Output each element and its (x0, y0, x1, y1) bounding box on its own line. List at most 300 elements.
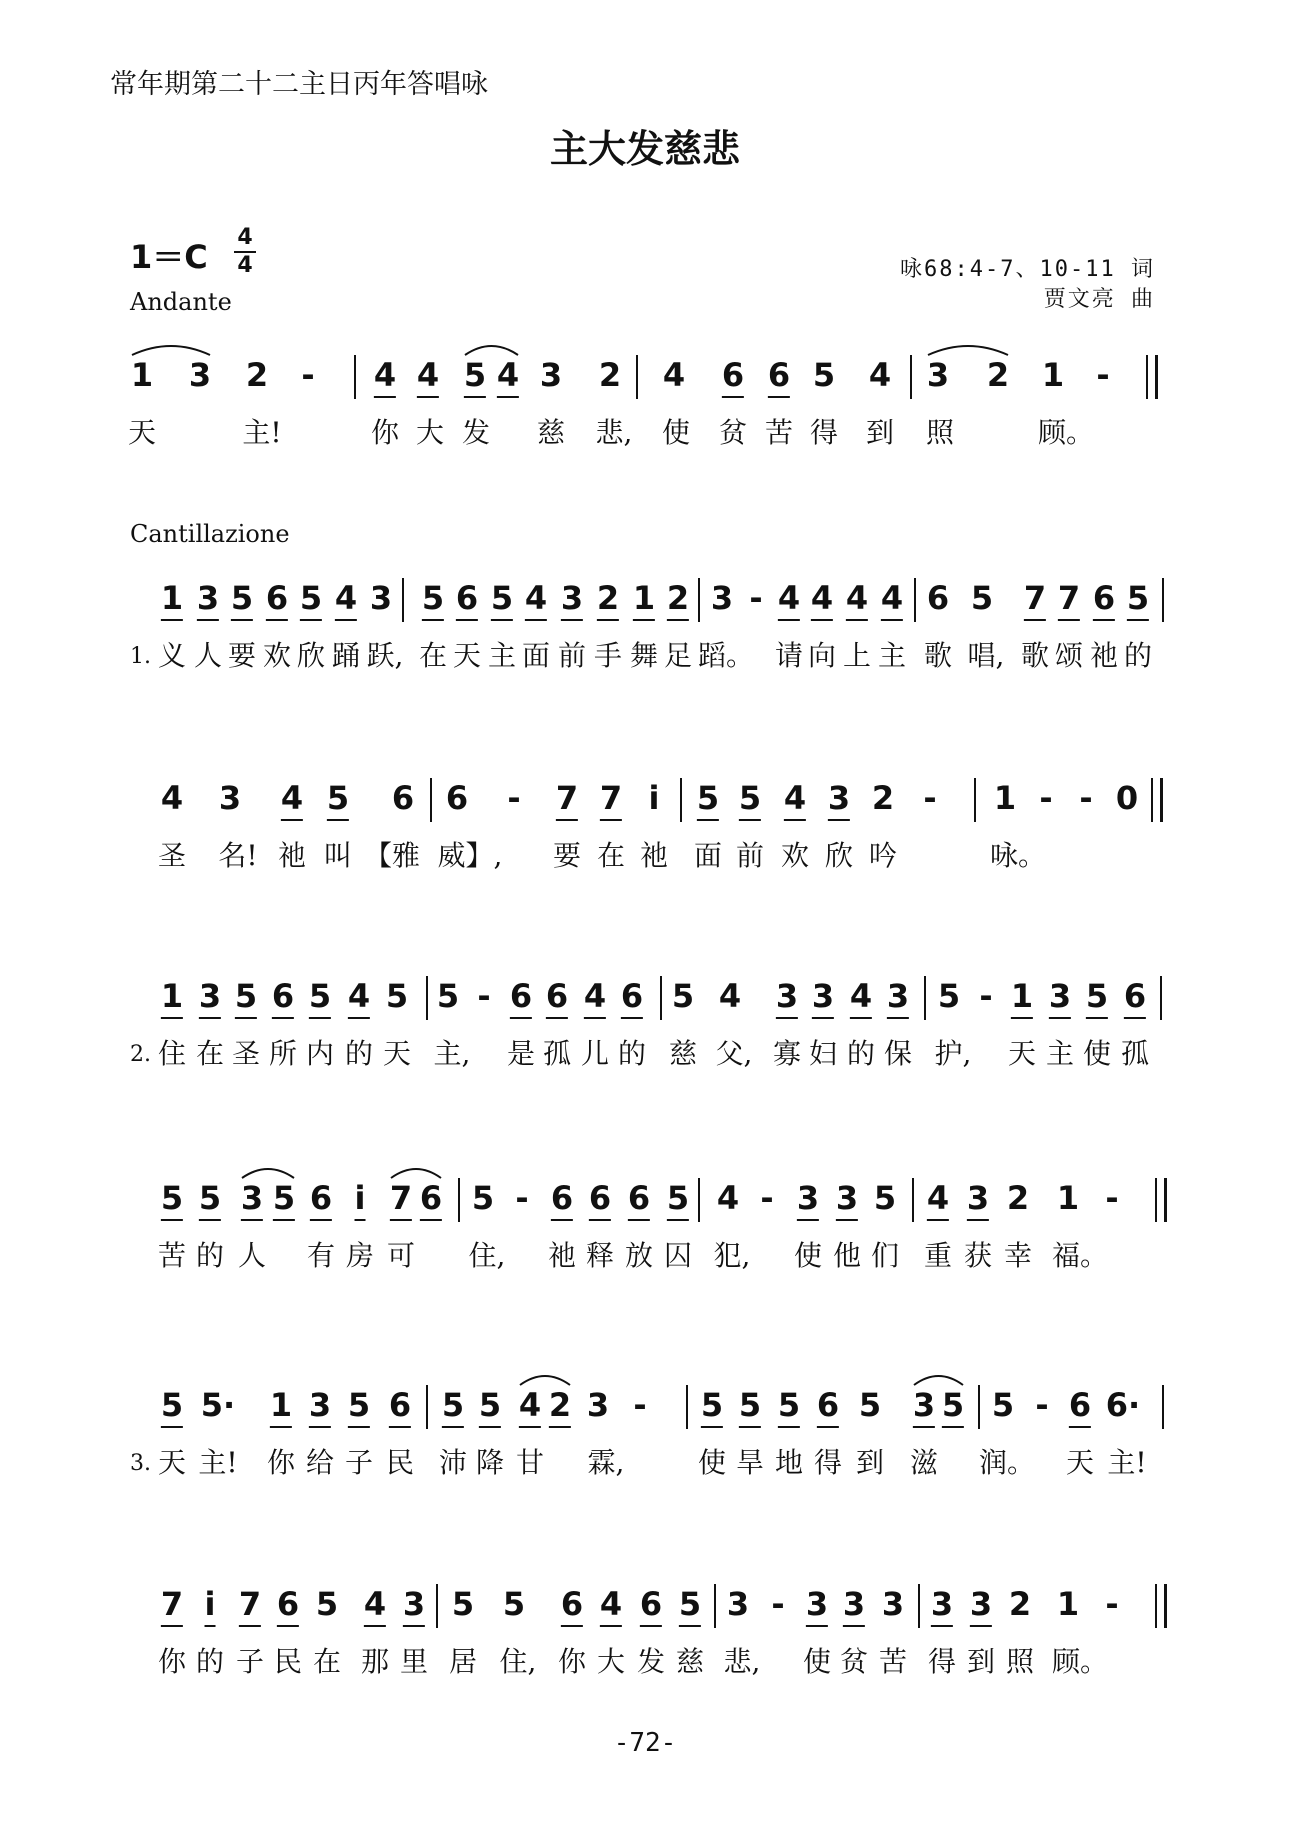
lyric-syllable: 唱, (967, 639, 1005, 672)
note: 3 (926, 356, 950, 394)
note: 5 (812, 356, 836, 394)
lyric-syllable: 叫 (323, 839, 353, 872)
lyric-syllable: 向 (807, 639, 837, 672)
lyric-syllable: 舞 (629, 639, 659, 672)
verse-number: 2. (130, 1042, 151, 1067)
lyric-syllable: 欢 (262, 639, 292, 672)
lyric-syllable: 慈 (536, 416, 566, 449)
note-extension: - (1039, 779, 1053, 817)
note: 5 (422, 578, 444, 621)
lyric-syllable: 你 (370, 416, 400, 449)
lyric-syllable: 到 (966, 1645, 996, 1678)
note: 5 (436, 977, 460, 1015)
note: 5 (858, 1386, 882, 1424)
lyric-syllable: 的 (195, 1645, 225, 1678)
note: 6 (1069, 1385, 1091, 1428)
note: 5 (1086, 976, 1108, 1019)
lyric-syllable: 前 (557, 639, 587, 672)
lyric-syllable: 房 (345, 1239, 375, 1272)
note: 6 (445, 779, 469, 817)
page-number: -72- (613, 1728, 677, 1758)
lyric-syllable: 在 (312, 1645, 342, 1678)
lyric-syllable: 要 (552, 839, 582, 872)
note: 6 (768, 355, 790, 398)
note: 5 (697, 778, 719, 821)
note: 6 (546, 976, 568, 1019)
lyric-syllable: 住, (499, 1645, 537, 1678)
note: 4 (364, 1584, 386, 1627)
score-line (0, 1385, 1290, 1505)
note-extension: - (979, 977, 993, 1015)
lyric-syllable: 内 (305, 1037, 335, 1070)
note: 4 (348, 976, 370, 1019)
note: 5 (937, 977, 961, 1015)
lyric-syllable: 在 (418, 639, 448, 672)
lyric-syllable: 贫 (839, 1645, 869, 1678)
lyric-syllable: 囚 (663, 1239, 693, 1272)
note: 5 (300, 578, 322, 621)
lyric-syllable: 民 (385, 1446, 415, 1479)
lyric-syllable: 大 (596, 1645, 626, 1678)
section-label: Cantillazione (130, 520, 290, 548)
slur (391, 1169, 441, 1178)
lyric-syllable: 住 (157, 1037, 187, 1070)
slur (242, 1169, 294, 1178)
note: 3 (218, 779, 242, 817)
lyric-syllable: 得 (813, 1446, 843, 1479)
lyric-syllable: 获 (963, 1239, 993, 1272)
lyric-row (0, 413, 1290, 453)
lyric-syllable: 降 (475, 1446, 505, 1479)
note: 6 (1124, 976, 1146, 1019)
lyric-syllable: 祂 (547, 1239, 577, 1272)
lyric-syllable: 踊 (331, 639, 361, 672)
barline (974, 778, 976, 822)
note: 6 (621, 976, 643, 1019)
note: 6 (817, 1385, 839, 1428)
note: 2 (549, 1385, 571, 1428)
note: 3 (369, 579, 393, 617)
note: 5 (309, 976, 331, 1019)
lyric-syllable: 在 (195, 1037, 225, 1070)
note: 4 (868, 356, 892, 394)
note: 3 (1049, 976, 1071, 1019)
lyric-syllable: 主! (1107, 1446, 1147, 1479)
note: 1 (130, 356, 154, 394)
lyric-syllable: 慈 (675, 1645, 705, 1678)
note: 5 (471, 1179, 495, 1217)
note: 3 (931, 1584, 953, 1627)
note: 4 (519, 1385, 541, 1428)
note: 3 (776, 976, 798, 1019)
barline (912, 1178, 914, 1222)
lyric-syllable: 【雅 (363, 839, 421, 872)
barline (458, 1178, 460, 1222)
lyric-syllable: 使 (661, 416, 691, 449)
lyric-syllable: 面 (693, 839, 723, 872)
note-extension: - (633, 1386, 647, 1424)
lyric-syllable: 欣 (824, 839, 854, 872)
lyric-syllable: 歌 (1020, 639, 1050, 672)
note: 3 (710, 579, 734, 617)
note: 0 (1115, 779, 1139, 817)
lyric-syllable: 人 (237, 1239, 267, 1272)
note: 6 (722, 355, 744, 398)
lyric-syllable: 里 (399, 1645, 429, 1678)
note: 7 (161, 1584, 183, 1627)
note: 4 (850, 976, 872, 1019)
note: 1 (161, 976, 183, 1019)
slur-layer (0, 339, 1290, 359)
lyric-syllable: 是 (506, 1037, 536, 1070)
note: 3 (881, 1585, 905, 1623)
note: 1 (1056, 1585, 1080, 1623)
note: 5 (667, 1178, 689, 1221)
lyric-syllable: 要 (227, 639, 257, 672)
note: 6 (628, 1178, 650, 1221)
barline (402, 578, 404, 622)
note: 5 (442, 1385, 464, 1428)
lyric-syllable: 霖, (587, 1446, 625, 1479)
note: 6 (456, 578, 478, 621)
note: 6 (420, 1178, 442, 1221)
note: 5 (327, 778, 349, 821)
score-line (0, 578, 1290, 698)
slur (132, 346, 210, 355)
note: 3 (561, 578, 583, 621)
lyricist-credit: 咏68:4-7、10-11 词 (900, 257, 1155, 282)
note: 4 (811, 578, 833, 621)
lyric-syllable: 甘 (515, 1446, 545, 1479)
note: 5 (479, 1385, 501, 1428)
note: 3 (539, 356, 563, 394)
lyric-syllable: 天 (157, 1446, 187, 1479)
lyric-syllable: 在 (596, 839, 626, 872)
lyric-syllable: 名! (218, 839, 258, 872)
lyric-syllable: 顾。 (1051, 1645, 1109, 1678)
slur-layer (0, 1162, 1290, 1182)
tempo-marking: Andante (130, 288, 232, 316)
slur (465, 346, 518, 355)
note-extension: - (749, 579, 763, 617)
lyric-syllable: 子 (344, 1446, 374, 1479)
note: 1 (1056, 1179, 1080, 1217)
final-barline (1151, 778, 1163, 822)
note: 5 (502, 1585, 526, 1623)
lyric-syllable: 顾。 (1037, 416, 1095, 449)
note: 3 (887, 976, 909, 1019)
note: 5 (991, 1386, 1015, 1424)
lyric-syllable: 你 (557, 1645, 587, 1678)
score-line (0, 976, 1290, 1096)
barline (910, 355, 912, 399)
note: 7 (390, 1178, 412, 1221)
lyric-syllable: 那 (360, 1645, 390, 1678)
note: 4 (335, 578, 357, 621)
lyric-syllable: 幸 (1003, 1239, 1033, 1272)
note: 4 (927, 1178, 949, 1221)
lyric-syllable: 犯, (713, 1239, 751, 1272)
lyric-syllable: 住, (468, 1239, 506, 1272)
note: 2 (871, 779, 895, 817)
lyric-syllable: 所 (268, 1037, 298, 1070)
lyric-syllable: 妇 (808, 1037, 838, 1070)
barline (698, 1178, 700, 1222)
lyric-syllable: 苦 (157, 1239, 187, 1272)
barline (978, 1385, 980, 1429)
note: 1 (1011, 976, 1033, 1019)
lyric-syllable: 前 (735, 839, 765, 872)
verse-number: 1. (130, 644, 151, 669)
lyric-syllable: 威】, (437, 839, 503, 872)
note: 5 (464, 355, 486, 398)
slur (928, 346, 1008, 355)
note: 4 (716, 1179, 740, 1217)
note: 3 (836, 1178, 858, 1221)
note: 4 (600, 1584, 622, 1627)
note: 3 (586, 1386, 610, 1424)
note-extension: - (1105, 1585, 1119, 1623)
note: 4 (784, 778, 806, 821)
lyric-syllable: 跃, (366, 639, 404, 672)
lyric-syllable: 你 (266, 1446, 296, 1479)
note: 4 (662, 356, 686, 394)
lyric-syllable: 发 (636, 1645, 666, 1678)
note: 6 (391, 779, 415, 817)
note-extension: - (515, 1179, 529, 1217)
barline (426, 976, 428, 1020)
lyric-syllable: 孤 (542, 1037, 572, 1070)
note: 6 (551, 1178, 573, 1221)
note-extension: - (301, 356, 315, 394)
lyric-syllable: 地 (774, 1446, 804, 1479)
score-line (0, 1178, 1290, 1298)
lyric-syllable: 照 (925, 416, 955, 449)
barline (698, 578, 700, 622)
note: 5 (348, 1385, 370, 1428)
lyric-syllable: 的 (195, 1239, 225, 1272)
lyric-syllable: 歌 (923, 639, 953, 672)
note-extension: - (1105, 1179, 1119, 1217)
lyric-syllable: 圣 (157, 839, 187, 872)
note: 5 (235, 976, 257, 1019)
barline (1162, 1385, 1164, 1429)
lyric-syllable: 孤 (1120, 1037, 1150, 1070)
note-extension: - (477, 977, 491, 1015)
note: 6 (272, 976, 294, 1019)
barline (914, 578, 916, 622)
note: 3 (806, 1584, 828, 1627)
lyric-syllable: 颂 (1054, 639, 1084, 672)
note-row (0, 355, 1290, 401)
lyric-syllable: 祂 (277, 839, 307, 872)
lyric-syllable: 使 (802, 1645, 832, 1678)
lyric-syllable: 主! (198, 1446, 238, 1479)
lyric-row (0, 1236, 1290, 1276)
note: 2 (986, 356, 1010, 394)
lyric-syllable: 可 (386, 1239, 416, 1272)
note: 2 (245, 356, 269, 394)
note: 3 (797, 1178, 819, 1221)
lyric-syllable: 放 (624, 1239, 654, 1272)
time-denominator: 4 (237, 253, 253, 278)
lyric-syllable: 儿 (580, 1037, 610, 1070)
lyric-syllable: 贫 (718, 416, 748, 449)
note: 4 (718, 977, 742, 1015)
verse-number: 3. (130, 1451, 151, 1476)
note: 3 (970, 1584, 992, 1627)
lyric-syllable: 到 (855, 1446, 885, 1479)
note: 3 (812, 976, 834, 1019)
lyric-syllable: 上 (842, 639, 872, 672)
final-barline (1155, 1584, 1167, 1628)
note: i (205, 1584, 216, 1627)
lyric-syllable: 给 (305, 1446, 335, 1479)
slur-layer (0, 1369, 1290, 1389)
slur (914, 1376, 963, 1385)
lyric-syllable: 主! (242, 416, 282, 449)
note: 5 (273, 1178, 295, 1221)
note: 6 (266, 578, 288, 621)
note: 5 (385, 977, 409, 1015)
lyric-syllable: 的 (617, 1037, 647, 1070)
note: 5 (739, 778, 761, 821)
note-row (0, 578, 1290, 624)
lyric-syllable: 使 (1082, 1037, 1112, 1070)
note: 5 (1127, 578, 1149, 621)
lyric-syllable: 天 (1007, 1037, 1037, 1070)
lyric-syllable: 义 (157, 639, 187, 672)
note-extension: - (1096, 356, 1110, 394)
lyric-syllable: 使 (697, 1446, 727, 1479)
note-row (0, 1584, 1290, 1630)
note: 4 (525, 578, 547, 621)
lyric-syllable: 欣 (296, 639, 326, 672)
lyric-syllable: 重 (923, 1239, 953, 1272)
note: 6· (1105, 1386, 1141, 1424)
barline (660, 976, 662, 1020)
note-extension: - (1079, 779, 1093, 817)
note: 1 (161, 578, 183, 621)
note-row (0, 976, 1290, 1022)
note: 4 (881, 578, 903, 621)
score-line (0, 1584, 1290, 1704)
lyric-syllable: 主 (487, 639, 517, 672)
note: 6 (589, 1178, 611, 1221)
lyric-syllable: 保 (883, 1037, 913, 1070)
barline (436, 1584, 438, 1628)
note: 3 (913, 1385, 935, 1428)
note-extension: - (507, 779, 521, 817)
lyric-syllable: 到 (865, 416, 895, 449)
lyric-syllable: 欢 (780, 839, 810, 872)
lyric-syllable: 使 (793, 1239, 823, 1272)
lyric-syllable: 照 (1005, 1645, 1035, 1678)
note: 3 (188, 356, 212, 394)
note: 3 (403, 1584, 425, 1627)
note-extension: - (771, 1585, 785, 1623)
barline (686, 1385, 688, 1429)
lyric-syllable: 的 (344, 1037, 374, 1070)
note: 4 (846, 578, 868, 621)
note: 2 (1006, 1179, 1030, 1217)
lyric-row (0, 1443, 1290, 1483)
lyric-syllable: 圣 (231, 1037, 261, 1070)
note: 6 (389, 1385, 411, 1428)
note: 4 (778, 578, 800, 621)
lyric-syllable: 主, (433, 1037, 471, 1070)
lyric-syllable: 蹈。 (697, 639, 755, 672)
note: 6 (640, 1584, 662, 1627)
lyric-syllable: 寡 (772, 1037, 802, 1070)
lyric-syllable: 沛 (438, 1446, 468, 1479)
key-signature: 1＝C (130, 238, 208, 276)
lyric-syllable: 天 (1065, 1446, 1095, 1479)
note: 7 (1058, 578, 1080, 621)
final-barline (1155, 1178, 1167, 1222)
note: 3 (199, 976, 221, 1019)
note: 5 (451, 1585, 475, 1623)
note: 3 (309, 1385, 331, 1428)
barline (714, 1584, 716, 1628)
note: 1 (270, 1385, 292, 1428)
note: 5 (315, 1585, 339, 1623)
lyric-syllable: 的 (1123, 639, 1153, 672)
lyric-syllable: 天 (452, 639, 482, 672)
lyric-syllable: 大 (415, 416, 445, 449)
final-barline (1146, 355, 1158, 399)
lyric-syllable: 主 (1045, 1037, 1075, 1070)
lyric-syllable: 他 (832, 1239, 862, 1272)
lyric-syllable: 民 (273, 1645, 303, 1678)
lyric-row (0, 1642, 1290, 1682)
time-signature (234, 226, 256, 278)
note: 6 (561, 1584, 583, 1627)
note: i (648, 779, 660, 817)
lyric-syllable: 祂 (1089, 639, 1119, 672)
lyric-syllable: 子 (235, 1645, 265, 1678)
note: 1 (993, 779, 1017, 817)
note: 5 (671, 977, 695, 1015)
lyric-row (0, 1034, 1290, 1074)
note: 2 (597, 578, 619, 621)
note: 5 (970, 579, 994, 617)
lyric-syllable: 祂 (639, 839, 669, 872)
note: 1 (1041, 356, 1065, 394)
time-numerator: 4 (237, 225, 253, 250)
note-row (0, 1178, 1290, 1224)
lyric-row (0, 636, 1290, 676)
note: 6 (310, 1178, 332, 1221)
lyric-syllable: 福。 (1051, 1239, 1109, 1272)
lyric-syllable: 慈 (668, 1037, 698, 1070)
liturgy-caption: 常年期第二十二主日丙年答唱咏 (110, 69, 488, 100)
note: 7 (1024, 578, 1046, 621)
lyric-syllable: 手 (593, 639, 623, 672)
score-line (0, 355, 1290, 475)
note: 5 (491, 578, 513, 621)
lyric-syllable: 吟 (868, 839, 898, 872)
lyric-syllable: 天 (127, 416, 157, 449)
score-line (0, 778, 1290, 898)
lyric-syllable: 咏。 (989, 839, 1047, 872)
slur (520, 1376, 570, 1385)
note: 6 (277, 1584, 299, 1627)
lyric-syllable: 足 (663, 639, 693, 672)
note: 5 (161, 1178, 183, 1221)
note: 4 (584, 976, 606, 1019)
lyric-syllable: 你 (157, 1645, 187, 1678)
